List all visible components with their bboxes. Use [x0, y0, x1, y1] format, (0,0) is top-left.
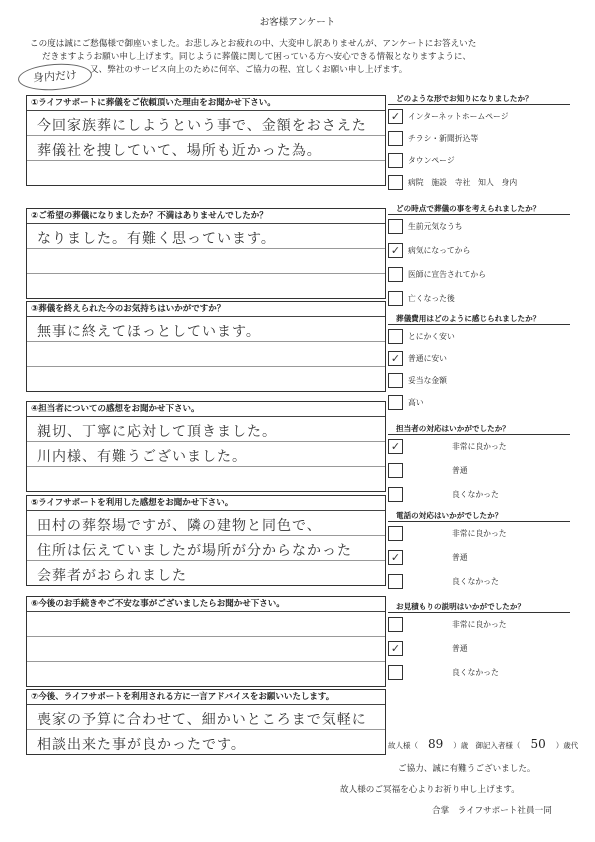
check-mark-icon: ✓ [390, 352, 401, 365]
answer-rule-line [27, 441, 385, 442]
handwritten-answer: 葬儀社を捜していて、場所も近かった為。 [37, 143, 322, 159]
group-title: お見積もりの説明はいかがでしたか？ [396, 602, 526, 611]
option-label: 普通 [452, 644, 468, 653]
answer-rule-line [27, 560, 385, 561]
handwritten-answer: 住所は伝えていましたが場所が分からなかった [37, 543, 352, 559]
writer-age-label: 御記入者様（ [475, 741, 521, 750]
option-label: 亡くなった後 [408, 294, 455, 303]
group-divider [388, 324, 570, 325]
option-label: 普通に安い [408, 354, 447, 363]
deceased-age-value: 89 [428, 737, 444, 751]
handwritten-answer: 親切、丁寧に応対して頂きました。 [37, 424, 277, 440]
option-checkbox[interactable] [388, 439, 403, 454]
answer-rule-line [27, 160, 385, 161]
group-divider [388, 214, 570, 215]
answer-rule-line [27, 466, 385, 467]
option-checkbox[interactable] [388, 109, 403, 124]
option-checkbox[interactable] [388, 641, 403, 656]
option-label: 妥当な金額 [408, 376, 447, 385]
check-mark-icon: ✓ [390, 110, 401, 123]
option-label: 良くなかった [452, 490, 499, 499]
intro-line: この度は誠にご愁傷様で御座いました。お悲しみとお疲れの中、大変申し訳ありませんが、アンケートにお答えいた [30, 39, 477, 49]
question-box [26, 208, 386, 299]
deceased-age-label: 故人様（ [388, 741, 418, 750]
option-checkbox[interactable] [388, 267, 403, 282]
question-box [26, 301, 386, 392]
check-mark-icon: ✓ [390, 551, 401, 564]
writer-age-unit: ）歳代 [555, 741, 579, 750]
option-checkbox[interactable] [388, 153, 403, 168]
option-label: 良くなかった [452, 668, 499, 677]
answer-rule-line [27, 273, 385, 274]
option-label: 非常に良かった [452, 442, 507, 451]
option-label: インターネットホームページ [408, 112, 509, 121]
deceased-info [388, 737, 578, 751]
option-checkbox[interactable] [388, 175, 403, 190]
intro-line: 又、弊社のサービス向上のために何卒、ご協力の程、宜しくお願い申し上げます。 [90, 65, 408, 75]
check-mark-icon: ✓ [390, 244, 401, 257]
answer-rule-line [27, 366, 385, 367]
check-mark-icon: ✓ [390, 440, 401, 453]
answer-rule-line [27, 341, 385, 342]
option-checkbox[interactable] [388, 395, 403, 410]
signature-text: 合掌 ライフサポート社員一同 [432, 806, 552, 816]
question-label: ①ライフサポートに葬儀をご依頼頂いた理由をお聞かせ下さい。 [27, 96, 385, 111]
option-checkbox[interactable] [388, 574, 403, 589]
handwritten-answer: 会葬者がおられました [37, 568, 187, 584]
answer-rule-line [27, 661, 385, 662]
group-divider [388, 434, 570, 435]
answer-rule-line [27, 636, 385, 637]
question-box [26, 495, 386, 586]
question-label: ⑦今後、ライフサポートを利用される方に一言アドバイスをお願いいたします。 [27, 690, 385, 705]
prayer-text: 故人様のご冥福を心よりお祈り申し上げます。 [340, 785, 520, 795]
writer-age-value: 50 [530, 737, 546, 751]
question-box [26, 401, 386, 492]
question-label: ④担当者についての感想をお聞かせ下さい。 [27, 402, 385, 417]
intro-text [30, 38, 570, 77]
option-label: 普通 [452, 553, 468, 562]
handwritten-answer: 川内様、有難うございました。 [37, 449, 247, 465]
question-box [26, 95, 386, 186]
answer-rule-line [27, 729, 385, 730]
option-checkbox[interactable] [388, 219, 403, 234]
question-label: ③葬儀を終えられた今のお気持ちはいかがですか？ [27, 302, 385, 317]
group-title: 担当者の対応はいかがでしたか？ [396, 424, 510, 433]
handwritten-answer: 無事に終えてほっとしています。 [37, 324, 261, 340]
option-label: 病院 施設 寺社 知人 身内 [408, 178, 518, 187]
option-checkbox[interactable] [388, 526, 403, 541]
page-title: お客様アンケート [259, 17, 336, 28]
option-label: 普通 [452, 466, 468, 475]
option-checkbox[interactable] [388, 617, 403, 632]
group-divider [388, 521, 570, 522]
handwritten-stamp: 身内だけ [17, 61, 93, 92]
option-checkbox[interactable] [388, 665, 403, 680]
option-label: 生前元気なうち [408, 222, 463, 231]
option-checkbox[interactable] [388, 329, 403, 344]
answer-rule-line [27, 135, 385, 136]
option-label: 良くなかった [452, 577, 499, 586]
handwritten-answer: 今回家族葬にしようという事で、金額をおさえた [37, 118, 367, 134]
check-mark-icon: ✓ [390, 642, 401, 655]
option-checkbox[interactable] [388, 550, 403, 565]
question-box [26, 596, 386, 687]
question-label: ②ご希望の葬儀になりましたか？不満はありませんでしたか？ [27, 209, 385, 224]
option-label: 非常に良かった [452, 529, 507, 538]
option-label: 医師に宣告されてから [408, 270, 486, 279]
group-title: 電話の対応はいかがでしたか？ [396, 511, 503, 520]
group-title: どの時点で葬儀の事を考えられましたか？ [396, 204, 541, 213]
group-divider [388, 612, 570, 613]
handwritten-answer: 相談出来た事が良かったです。 [37, 737, 246, 753]
option-label: タウンページ [408, 156, 455, 165]
question-box [26, 689, 386, 755]
question-label: ⑤ライフサポートを利用した感想をお聞かせ下さい。 [27, 496, 385, 511]
option-checkbox[interactable] [388, 463, 403, 478]
option-label: 非常に良かった [452, 620, 507, 629]
option-checkbox[interactable] [388, 351, 403, 366]
option-checkbox[interactable] [388, 131, 403, 146]
group-title: 葬儀費用はどのように感じられましたか？ [396, 314, 541, 323]
option-checkbox[interactable] [388, 373, 403, 388]
deceased-age-unit: ）歳 [453, 741, 469, 750]
thanks-text: ご協力、誠に有難うございました。 [398, 764, 536, 774]
option-label: 高い [408, 398, 424, 407]
intro-line: だきますようお願い申し上げます。同じように葬儀に関して困っている方へ安心できる情報となりますように、 [42, 52, 472, 62]
option-checkbox[interactable] [388, 291, 403, 306]
group-divider [388, 104, 570, 105]
answer-rule-line [27, 535, 385, 536]
option-label: 病気になってから [408, 246, 471, 255]
handwritten-answer: なりました。有難く思っています。 [37, 231, 276, 247]
option-checkbox[interactable] [388, 243, 403, 258]
option-checkbox[interactable] [388, 487, 403, 502]
question-label: ⑥今後のお手続きやご不安な事がございましたらお聞かせ下さい。 [27, 597, 385, 612]
group-title: どのような形でお知りになりましたか？ [396, 94, 533, 103]
option-label: チラシ・新聞折込等 [408, 134, 479, 143]
option-label: とにかく安い [408, 332, 455, 341]
answer-rule-line [27, 248, 385, 249]
handwritten-answer: 田村の葬祭場ですが、隣の建物と同色で、 [37, 518, 322, 534]
handwritten-answer: 喪家の予算に合わせて、細かいところまで気軽に [37, 712, 367, 728]
